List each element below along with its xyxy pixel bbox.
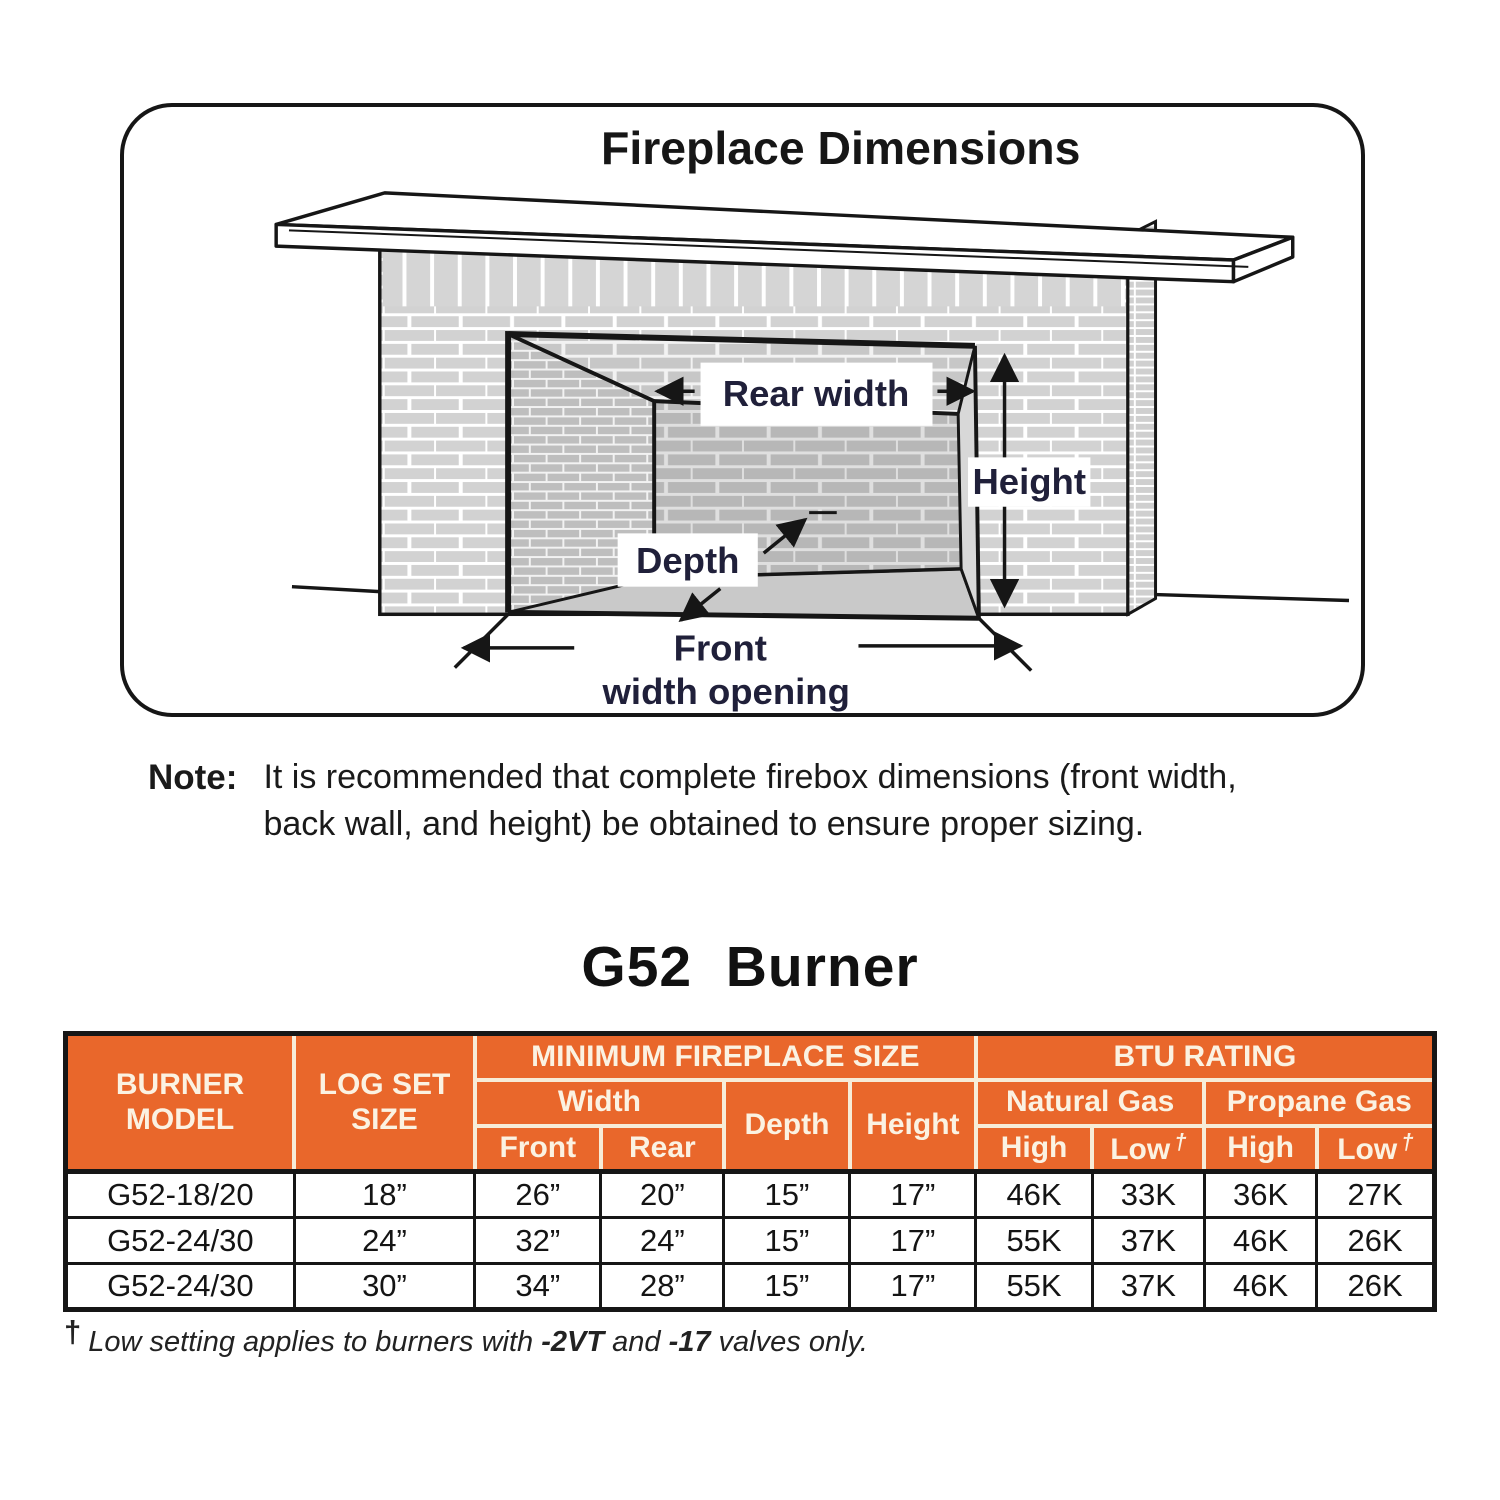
rear-width-label: Rear width (722, 373, 910, 415)
note-text-line2: back wall, and height) be obtained to ensure proper sizing. (263, 805, 1145, 843)
header-height: Height (850, 1080, 976, 1172)
note-text (263, 754, 1236, 848)
cell-ng-low: 33K (1092, 1172, 1204, 1218)
height-label: Height (972, 460, 1086, 502)
cell-log-set: 30” (294, 1264, 475, 1310)
cell-front: 26” (475, 1172, 601, 1218)
header-natural-gas: Natural Gas (976, 1080, 1205, 1126)
footnote-text1: Low setting applies to burners with (88, 1326, 542, 1358)
cell-log-set: 18” (294, 1172, 475, 1218)
cell-depth: 15” (724, 1172, 850, 1218)
cell-log-set: 24” (294, 1218, 475, 1264)
cell-pg-high: 46K (1204, 1218, 1316, 1264)
dagger-icon: † (1401, 1129, 1414, 1154)
dagger-icon: † (1174, 1129, 1187, 1154)
cell-ng-high: 55K (976, 1218, 1092, 1264)
cell-model: G52-18/20 (66, 1172, 295, 1218)
cell-ng-high: 55K (976, 1264, 1092, 1310)
cell-pg-high: 46K (1204, 1264, 1316, 1310)
header-width: Width (475, 1080, 724, 1126)
header-rear: Rear (601, 1126, 724, 1172)
table-row (66, 1218, 1435, 1264)
footnote-text2: and (604, 1326, 669, 1358)
cell-rear: 28” (601, 1264, 724, 1310)
header-front: Front (475, 1126, 601, 1172)
diagram-title: Fireplace Dimensions (601, 122, 1081, 175)
header-pg-high: High (1204, 1126, 1316, 1172)
header-ng-low: Low † (1092, 1126, 1204, 1172)
header-burner-model: BURNER MODEL (66, 1034, 295, 1172)
fireplace-diagram (124, 107, 1361, 713)
header-log-set-size: LOG SET SIZE (294, 1034, 475, 1172)
header-pg-low: Low † (1317, 1126, 1435, 1172)
footnote (64, 1314, 868, 1359)
cell-model: G52-24/30 (66, 1218, 295, 1264)
depth-label: Depth (636, 539, 740, 581)
note-label: Note: (148, 758, 238, 797)
cell-height: 17” (850, 1172, 976, 1218)
cell-height: 17” (850, 1218, 976, 1264)
cell-pg-low: 26K (1317, 1264, 1435, 1310)
cell-rear: 20” (601, 1172, 724, 1218)
header-btu-rating: BTU RATING (976, 1034, 1435, 1080)
note (148, 754, 1418, 848)
cell-ng-high: 46K (976, 1172, 1092, 1218)
cell-ng-low: 37K (1092, 1218, 1204, 1264)
header-propane-gas: Propane Gas (1204, 1080, 1434, 1126)
cell-depth: 15” (724, 1218, 850, 1264)
cell-pg-high: 36K (1204, 1172, 1316, 1218)
cell-front: 34” (475, 1264, 601, 1310)
cell-rear: 24” (601, 1218, 724, 1264)
cell-pg-low: 27K (1317, 1172, 1435, 1218)
footnote-text3: valves only. (710, 1326, 868, 1358)
table-row (66, 1172, 1435, 1218)
burner-spec-table (63, 1031, 1437, 1312)
table-row (66, 1264, 1435, 1310)
dagger-icon: † (64, 1314, 82, 1349)
fireplace-dimensions-panel (120, 103, 1365, 717)
cell-model: G52-24/30 (66, 1264, 295, 1310)
cell-front: 32” (475, 1218, 601, 1264)
side-face (1128, 221, 1156, 614)
section-title: G52 Burner (581, 935, 919, 999)
front-width-label-line2: width opening (602, 671, 850, 713)
cell-ng-low: 37K (1092, 1264, 1204, 1310)
cell-pg-low: 26K (1317, 1218, 1435, 1264)
note-text-line1: It is recommended that complete firebox dimensions (front width, (263, 758, 1237, 796)
cell-height: 17” (850, 1264, 976, 1310)
footnote-bold2: -17 (668, 1326, 711, 1358)
header-min-fireplace-size: MINIMUM FIREPLACE SIZE (475, 1034, 976, 1080)
header-ng-high: High (976, 1126, 1092, 1172)
footnote-bold1: -2VT (541, 1326, 605, 1358)
cell-depth: 15” (724, 1264, 850, 1310)
front-width-label-line1: Front (673, 627, 767, 669)
header-depth: Depth (724, 1080, 850, 1172)
